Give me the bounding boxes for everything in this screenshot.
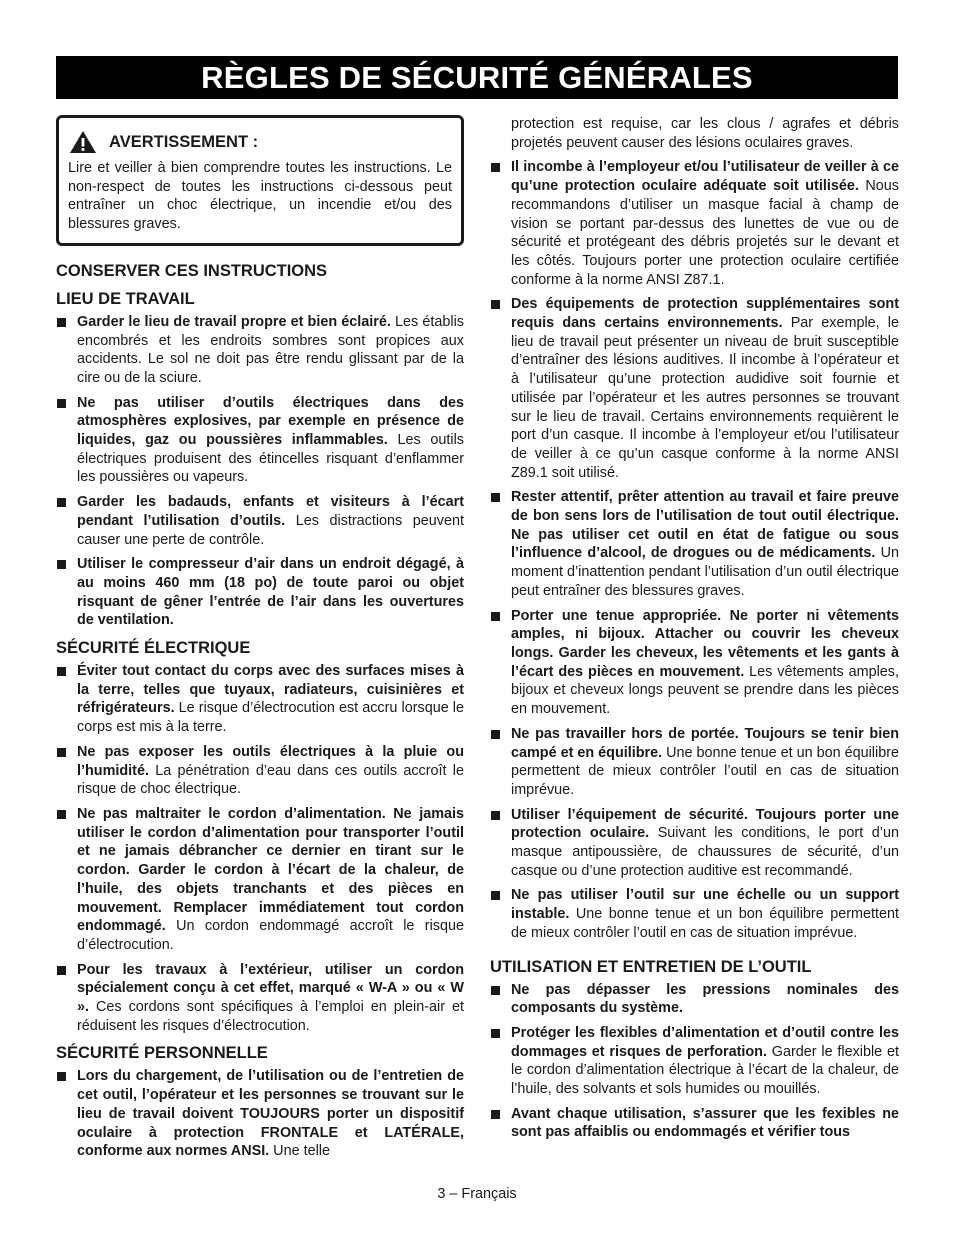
item-bold-text: Ne pas exposer les outils électriques à la pluie ou l’humidité. (77, 743, 464, 779)
item-text: Une bonne tenue et un bon équilibre permettent de mieux contrôler l’outil en cas de situation imprévue. (511, 744, 899, 798)
page-footer: 3 – Français (437, 1186, 517, 1202)
list-item (490, 806, 899, 881)
item-text: protection est requise, car les clous / agrafes et débris projetés peuvent causer des lésions oculaires graves. (511, 116, 899, 151)
item-text: Suivant les conditions, le port d’un masque antipoussière, de chaussures de sécurité, d’un casque ou d’une protection auditive est recommandé. (511, 825, 899, 879)
item-bold-text: Lors du chargement, de l’utilisation ou de l’entretien de cet outil, l’opérateur et les personnes se trouvant sur le lieu de travail doivent TOUJOURS porter un dispositif oculaire à protection FRONTALE et LATÉRALE, conforme aux normes ANSI. (77, 1068, 464, 1160)
bullet-icon (491, 1029, 500, 1038)
list-item (490, 158, 899, 289)
item-bold-text: Ne pas maltraiter le cordon d’alimentation. Ne jamais utiliser le cordon d’alimentation pour transporter l’outil et ne jamais débrancher ce dernier en tirant sur le cordon. Garder le cordon à l’écart de la chaleur, de l’huile, des objets tranchants et des pièces en mouvement. Remplacer immédiatement tout cordon endommagé. (77, 805, 464, 935)
list-item (56, 313, 464, 388)
item-bold-text: Avant chaque utilisation, s’assurer que les fexibles ne sont pas affaiblis ou endommagés et vérifier tous (511, 1105, 899, 1141)
item-text: Un moment d’inattention pendant l’utilisation d’un outil électrique peut entraîner des blessures graves. (511, 545, 899, 599)
item-text: Les outils électriques produisent des étincelles risquant d’enflammer les poussières ou vapeurs. (77, 432, 464, 486)
list-item (490, 1024, 899, 1099)
bullet-icon (57, 560, 66, 569)
list-item (56, 493, 464, 549)
item-bold-text: Ne pas utiliser l’outil sur une échelle ou un support instable. (511, 887, 899, 923)
item-bold-text: Ne pas travailler hors de portée. Toujours se tenir bien campé et en équilibre. (511, 725, 899, 761)
item-text: Le risque d’électrocution est accru lorsque le corps est mis à la terre. (77, 700, 464, 736)
item-text: Une bonne tenue et un bon équilibre permettent de mieux contrôler l’outil en cas de situation imprévue. (511, 906, 899, 941)
bullet-icon (491, 163, 500, 172)
item-text: Ces cordons sont spécifiques à l’emploi en plein-air et réduisent les risques d’électrocution. (77, 999, 464, 1034)
item-bold-text: Garder le lieu de travail propre et bien éclairé. (77, 313, 391, 330)
list-item (56, 1067, 464, 1161)
item-bold-text: Porter une tenue appropriée. Ne porter ni vêtements amples, ni bijoux. Attacher ou couvrir les cheveux longs. Garder les cheveux, les vêtements et les gants à l’écart des pièces en mouvement. (511, 607, 899, 680)
item-bold-text: Ne pas dépasser les pressions nominales des composants du système. (511, 981, 899, 1017)
item-bold-text: Ne pas utiliser d’outils électriques dans des atmosphères explosives, par exemple en présence de liquides, gaz ou poussières inflammables. (77, 394, 464, 449)
list-item (490, 725, 899, 800)
item-bold-text: Utiliser l’équipement de sécurité. Toujours porter une protection oculaire. (511, 806, 899, 842)
left-column (56, 115, 464, 1167)
list-item (490, 981, 899, 1018)
list-item (490, 607, 899, 719)
bullet-icon (491, 612, 500, 621)
personal-safety-heading: SÉCURITÉ PERSONNELLE (56, 1044, 268, 1063)
item-text: Garder le flexible et le cordon d’alimentation électrique à l’écart de la chaleur, de l’huile, des solvants et sols humides ou mouillés. (511, 1043, 899, 1098)
item-text: Les vêtements amples, bijoux et cheveux longs peuvent se prendre dans les pièces en mouvement. (511, 663, 899, 718)
bullet-icon (491, 811, 500, 820)
save-instructions-heading: CONSERVER CES INSTRUCTIONS (56, 261, 328, 280)
bullet-icon (57, 748, 66, 757)
bullet-icon (57, 498, 66, 507)
continued-text (490, 115, 899, 152)
warning-title: AVERTISSEMENT : (109, 133, 259, 151)
item-bold-text: Il incombe à l’employeur et/ou l’utilisateur de veiller à ce qu’une protection oculaire adéquate soit utilisée. (511, 159, 899, 195)
bullet-icon (491, 891, 500, 900)
item-bold-text: Pour les travaux à l’extérieur, utiliser un cordon spécialement conçu à cet effet, marqué « W-A » ou « W ». (77, 961, 464, 1016)
warning-heading (68, 130, 452, 154)
item-bold-text: Garder les badauds, enfants et visiteurs à l’écart pendant l’utilisation d’outils. (77, 494, 464, 529)
right-column (490, 115, 899, 1148)
list-item (56, 743, 464, 799)
item-text: Les établis encombrés et les endroits sombres sont propices aux accidents. Le sol ne doit pas être rendu glissant par de la cire ou de la sciure. (77, 313, 464, 386)
list-item (56, 394, 464, 488)
page-title: RÈGLES DE SÉCURITÉ GÉNÉRALES (56, 56, 898, 99)
bullet-icon (491, 986, 500, 995)
item-bold-text: Protéger les flexibles d’alimentation et d’outil contre les dommages et risques de perforation. (511, 1024, 899, 1060)
item-bold-text: Rester attentif, prêter attention au travail et faire preuve de bon sens lors de l’utilisation de tout outil électrique. Ne pas utiliser cet outil en état de fatigue ou sous l’influence d’alcool, de drogues ou de médicaments. (511, 489, 899, 562)
list-item (490, 886, 899, 942)
list-item (56, 961, 464, 1036)
list-item (56, 805, 464, 955)
work-area-heading: LIEU DE TRAVAIL (56, 289, 195, 308)
bullet-icon (491, 1110, 500, 1119)
electrical-safety-heading: SÉCURITÉ ÉLECTRIQUE (56, 639, 251, 658)
bullet-icon (57, 399, 66, 408)
warning-body: Lire et veiller à bien comprendre toutes les instructions. Le non-respect de toutes les instructions ci-dessous peut entraîner un choc électrique, un incendie et/ou des blessures graves. (68, 160, 452, 233)
item-bold-text: Éviter tout contact du corps avec des surfaces mises à la terre, telles que tuyaux, radiateurs, cuisinières et réfrigérateurs. (77, 663, 464, 717)
bullet-icon (491, 300, 500, 309)
item-text: Une telle (269, 1143, 330, 1160)
bullet-icon (491, 493, 500, 502)
item-bold-text: Utiliser le compresseur d’air dans un endroit dégagé, à au moins 460 mm (18 po) de toute paroi ou objet risquant de gêner l’entrée de l’air dans les ouvertures de ventilation. (77, 556, 464, 629)
list-item (490, 1105, 899, 1142)
item-bold-text: Des équipements de protection supplémentaires sont requis dans certains environnements. (511, 296, 899, 332)
list-item (490, 488, 899, 600)
item-text: La pénétration d’eau dans ces outils accroît le risque de choc électrique. (77, 762, 464, 798)
list-item (56, 555, 464, 630)
tool-use-heading: UTILISATION ET ENTRETIEN DE L’OUTIL (490, 957, 812, 976)
bullet-icon (57, 318, 66, 327)
item-text: Nous recommandons d’utiliser un masque facial à champ de vision se portant par-dessus des lunettes de vue ou de sécurité et protégeant des débris projetés sur le devant et les côtés. Toujours porter une protection oculaire certifiée conforme à la norme ANSI Z87.1. (511, 178, 899, 288)
item-text: Par exemple, le lieu de travail peut présenter un niveau de bruit susceptible d’entraîner des lésions auditives. Il incombe à l’opérateur et à l’utilisateur qu’une protection audidive soit fournie et utilisée par l’opérateur et les autres personnes se trouvant sur le lieu de travail. Certains environnements requièrent le port d’un casque. Il incombe à l’employeur et/ou l’utilisateur de veiller à ce qu’un casque conforme à la norme ANSI Z89.1 soit utilisé. (511, 315, 899, 481)
list-item (56, 662, 464, 737)
warning-box (56, 115, 464, 246)
warning-triangle-icon (69, 130, 97, 154)
bullet-icon (57, 966, 66, 975)
list-item (490, 295, 899, 482)
bullet-icon (491, 730, 500, 739)
bullet-icon (57, 810, 66, 819)
item-text: Les distractions peuvent causer une perte de contrôle. (77, 512, 464, 548)
item-text: Un cordon endommagé accroît le risque d’électrocution. (77, 918, 464, 953)
bullet-icon (57, 1072, 66, 1081)
bullet-icon (57, 667, 66, 676)
